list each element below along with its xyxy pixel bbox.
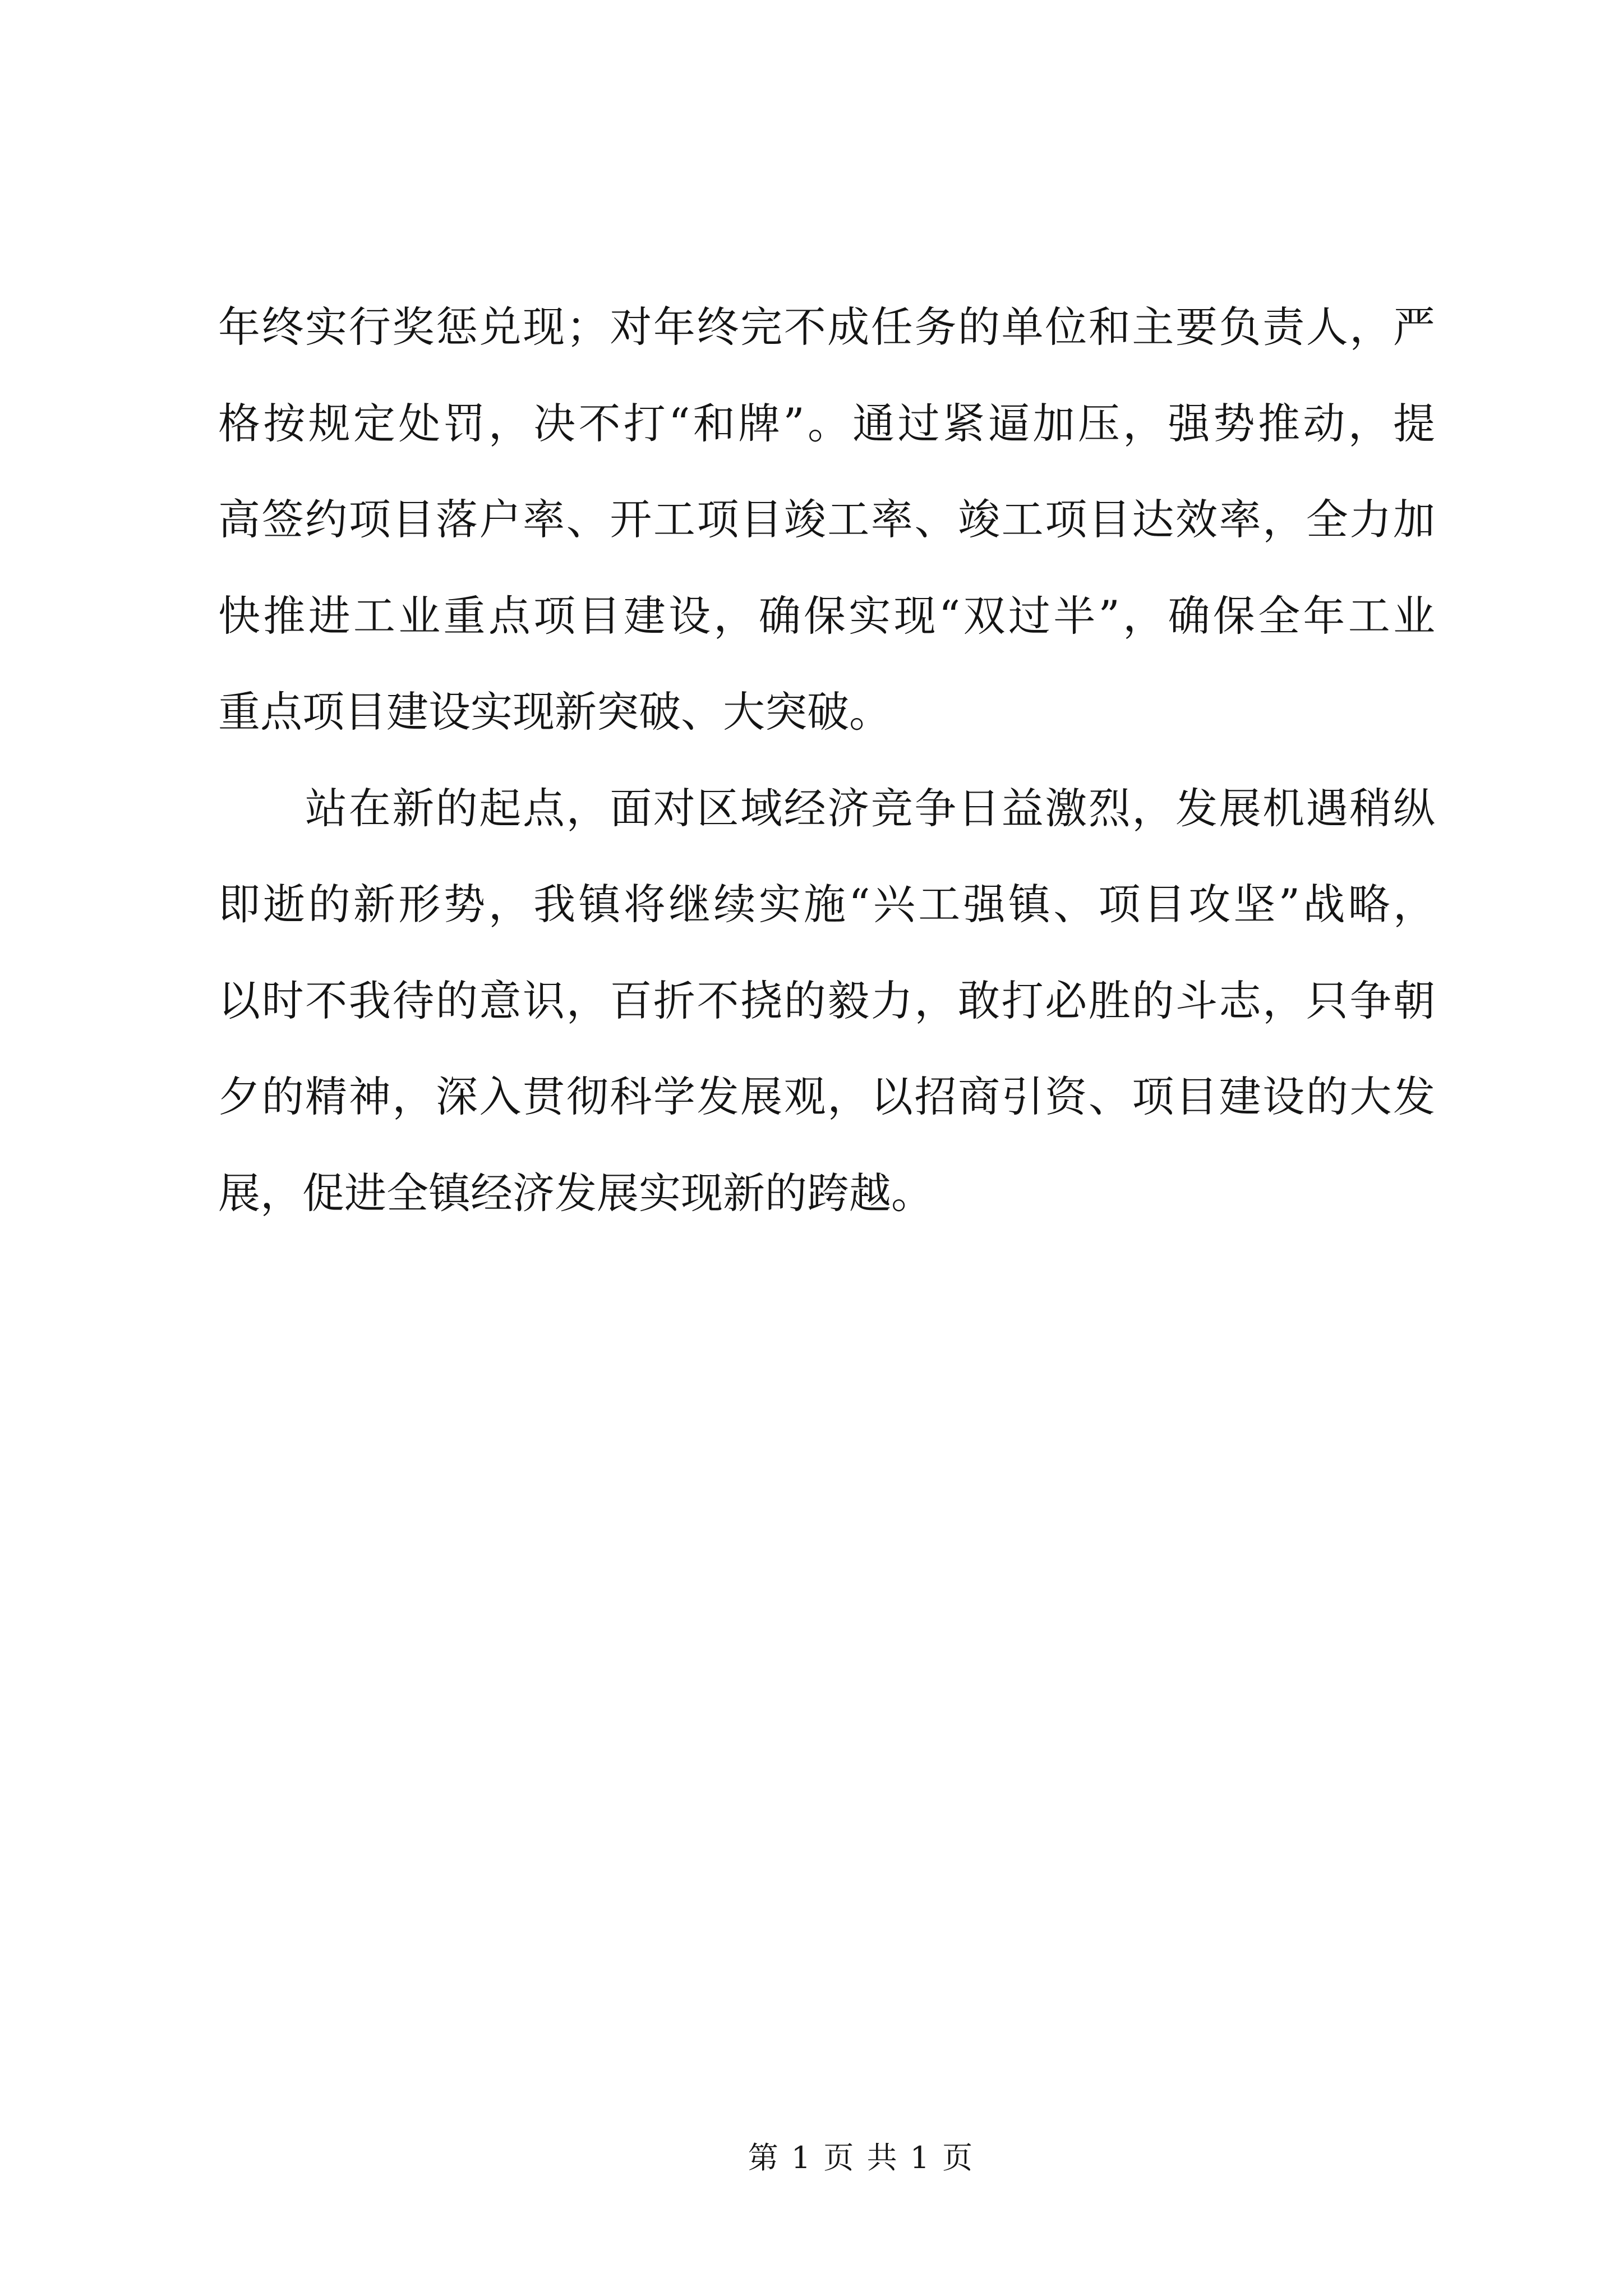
paragraph-line: 即逝的新形势，我镇将继续实施“兴工强镇、项目攻坚”战略， [218, 880, 1435, 929]
paragraph-line: 重点项目建设实现新突破、大突破。 [218, 687, 892, 737]
paragraph-line: 年终实行奖惩兑现；对年终完不成任务的单位和主要负责人，严 [218, 302, 1435, 352]
body-paragraph-1 [218, 279, 1435, 761]
paragraph-line: 夕的精神，深入贯彻科学发展观，以招商引资、项目建设的大发 [218, 1072, 1435, 1121]
paragraph-line: 站在新的起点，面对区域经济竞争日益激烈，发展机遇稍纵 [305, 783, 1435, 833]
document-body [218, 279, 1435, 1241]
paragraph-line: 格按规定处罚，决不打“和牌”。通过紧逼加压，强势推动，提 [218, 398, 1435, 448]
paragraph-line: 高签约项目落户率、开工项目竣工率、竣工项目达效率，全力加 [218, 495, 1435, 544]
paragraph-line: 展，促进全镇经济发展实现新的跨越。 [218, 1168, 934, 1218]
body-paragraph-2 [218, 761, 1435, 1242]
paragraph-line: 以时不我待的意识，百折不挠的毅力，敢打必胜的斗志，只争朝 [218, 976, 1435, 1025]
page-number-footer: 第 1 页 共 1 页 [748, 2140, 973, 2175]
paragraph-line: 快推进工业重点项目建设，确保实现“双过半”，确保全年工业 [218, 591, 1435, 641]
